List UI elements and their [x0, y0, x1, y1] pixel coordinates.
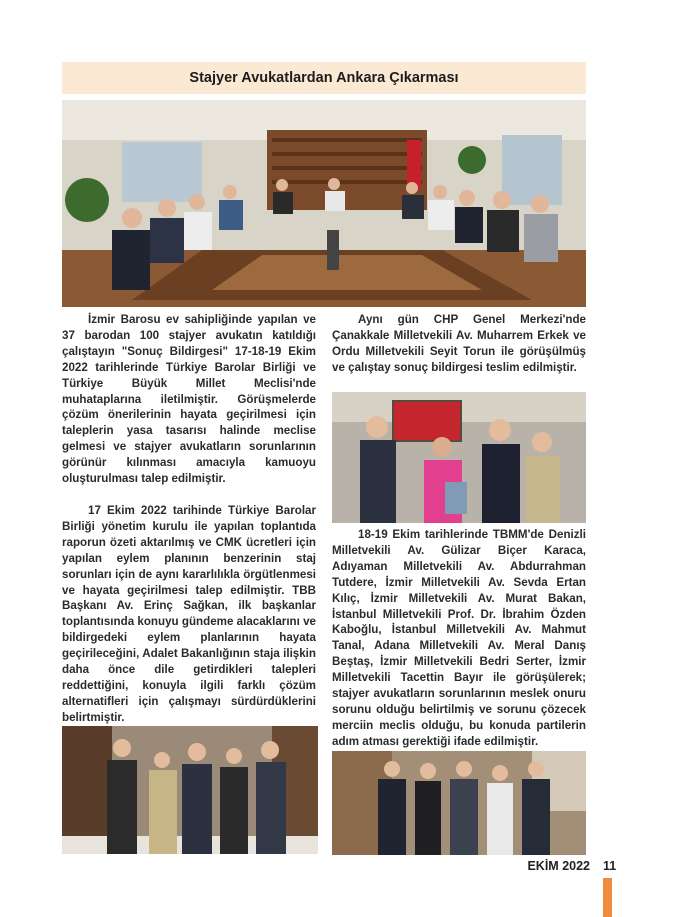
page-number: 11	[603, 859, 617, 873]
issue-date: EKİM 2022	[527, 859, 590, 873]
right-paragraph-2: 18-19 Ekim tarihlerinde TBMM'de Denizli Milletvekili Av. Gülizar Biçer Karaca, Adıyaman Milletvekili Av. Abdurrahman Tutdere, İzmir Milletvekili Av. Sevda Ertan Kılıç, İzmir Milletvekili Av. Murat Bakan, İstanbul Milletvekili Prof. Dr. İbrahim Özden Kaboğlu, İstanbul Milletvekili Av. Mahmut Tanal, Adana Milletvekili Av. Meral Danış Beştaş, İzmir Milletvekili Bedri Serter, İzmir Milletvekili Tacettin Bayır ile görüşülerek; stajyer avukatların sorunlarının meslek onuru sorunu olduğu belirtilmiş ve sorunu çözecek merciin meclis olduğu, bu konuda partilerin adım atması gerektiği ifade edilmiştir.	[332, 528, 586, 748]
meeting-room-photo	[62, 100, 586, 307]
office-group-photo-left	[62, 726, 318, 854]
page-accent-tab	[603, 878, 612, 917]
right-paragraph-1: Aynı gün CHP Genel Merkezi'nde Çanakkale Milletvekili Av. Muharrem Erkek ve Ordu Milletvekili Seyit Torun ile görüşülmüş ve çalıştay sonuç bildirgesi teslim edilmiştir.	[332, 313, 586, 374]
right-text-column-top	[332, 312, 586, 376]
left-text-column	[62, 312, 316, 726]
article-title	[62, 62, 586, 94]
office-group-photo-right	[332, 751, 586, 855]
right-text-column-bottom	[332, 527, 586, 750]
left-paragraph-1: İzmir Barosu ev sahipliğinde yapılan ve 37 barodan 100 stajyer avukatın katıldığı çalıştayın "Sonuç Bildirgesi" 17-18-19 Ekim 2022 tarihlerinde Türkiye Barolar Birliği ve Türkiye Büyük Millet Meclisi'nde muhataplarına iletilmiştir. Görüşmelerde çözüm önerilerinin hayata geçirilmesi için taleplerin yasa tasarısı halinde meclise gelmesi ve stajyer avukatların sorunlarının görünür kılınması amacıyla kamuoyu oluşturulması talep edilmiştir.	[62, 313, 316, 486]
article-title-text: Stajyer Avukatlardan Ankara Çıkarması	[189, 70, 459, 86]
left-paragraph-2: 17 Ekim 2022 tarihinde Türkiye Barolar Birliği yönetim kurulu ile yapılan toplantıda raporun özeti aktarılmış ve CMK ücretleri için yapılan eylem planının benzerinin staj sorunları için de aynı kararlılıkla örgütlenmesi ve hayata geçirilmesi talep edilmiştir. TBB Başkanı Av. Erinç Sağkan, ilk başkanlar toplantısında konuyu gündeme alacaklarını ve bildirgedeki eylem planlarının hayata geçirileceğini, Adalet Bakanlığının staja ilişkin daha önce dile getirdikleri talepleri reddettiğini, konuyla ilgili farklı çözüm alternatifleri için çalışmayı sürdürdüklerini belirtmiştir.	[62, 503, 316, 724]
tbmm-group-photo	[332, 392, 586, 523]
